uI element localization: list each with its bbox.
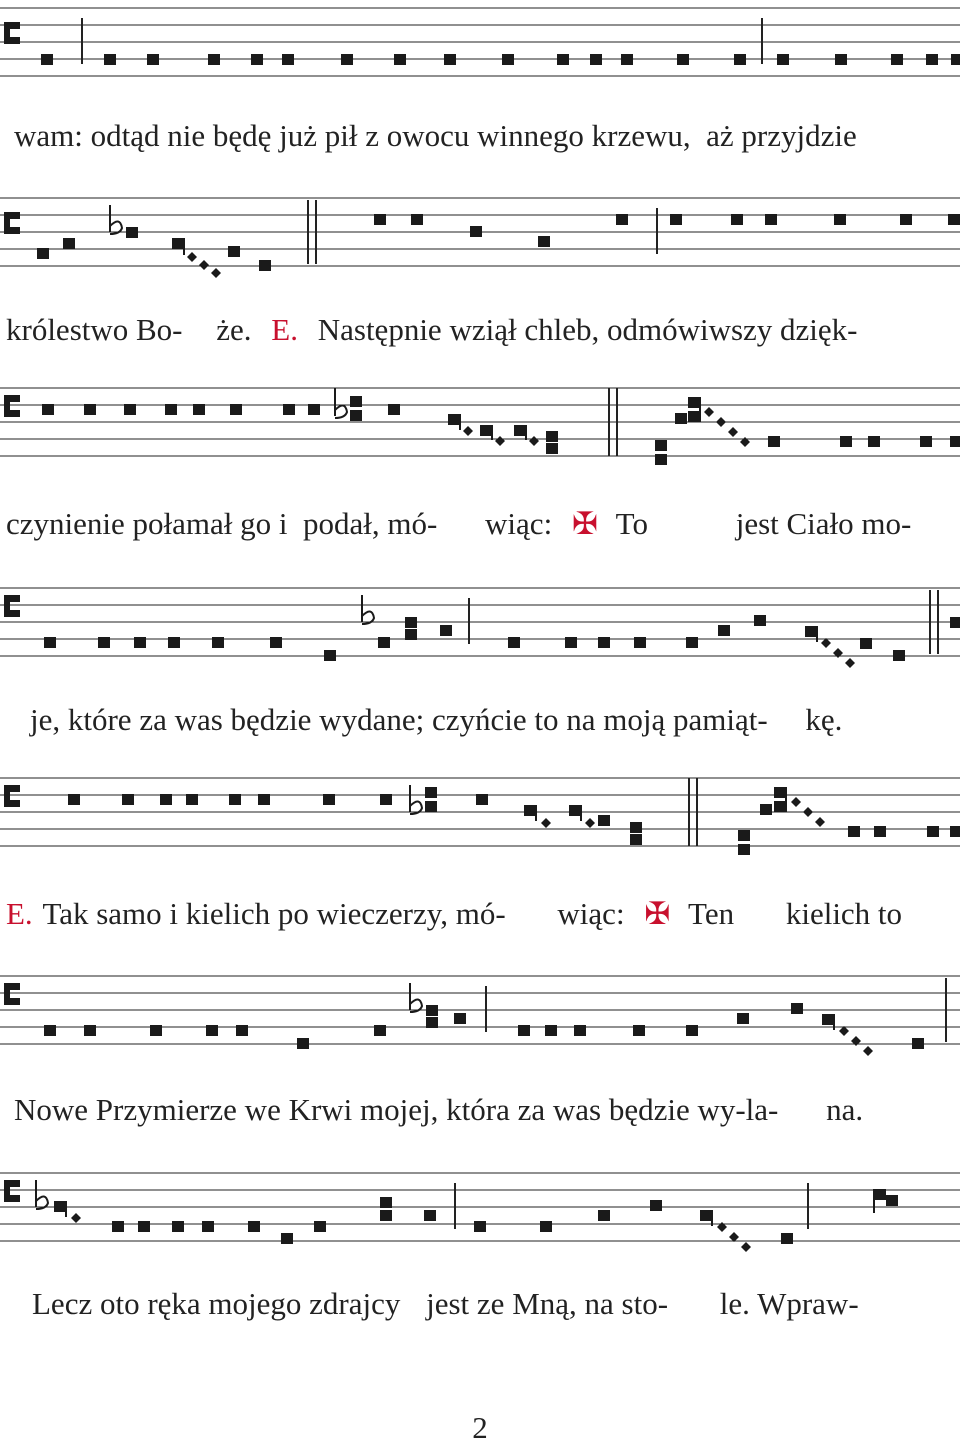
lyric-syllables: królestwo Bo-	[6, 312, 183, 347]
rhombus-icon	[541, 818, 551, 828]
staff-3	[0, 380, 960, 480]
lyric-syllables: czynienie połamał go i podał, mó-	[6, 506, 438, 541]
c-clef-icon	[4, 1180, 20, 1202]
rubric-marker: E.	[6, 896, 33, 931]
rhombus-icon	[728, 427, 738, 437]
rhombus-icon	[529, 436, 539, 446]
lyric-line-7	[32, 1286, 859, 1322]
c-clef-icon	[4, 595, 20, 617]
staff-2	[0, 190, 960, 290]
c-clef-icon	[4, 983, 20, 1005]
staff-4	[0, 580, 960, 680]
lyric-syllables: kielich to	[785, 896, 903, 931]
c-clef-icon	[4, 22, 20, 44]
rhombus-icon	[585, 818, 595, 828]
rhombus-icon	[495, 436, 505, 446]
rhombus-icon	[845, 658, 855, 668]
rhombus-icon	[863, 1046, 873, 1056]
rhombus-icon	[187, 252, 197, 262]
flat-icon	[362, 595, 374, 624]
lyric-syllables: jest Ciało mo-	[735, 506, 912, 541]
c-clef-icon	[4, 785, 20, 807]
lyric-syllables: je, które za was będzie wydane; czyńcie to na moją pamiąt-	[30, 702, 768, 737]
rhombus-icon	[704, 407, 714, 417]
flat-icon	[110, 205, 122, 234]
lyric-syllables: jest ze Mną, na sto-	[426, 1286, 669, 1321]
rhombus-icon	[815, 817, 825, 827]
c-clef-icon	[4, 395, 20, 417]
lyric-syllables: Tak samo i kielich po wieczerzy, mó-	[42, 896, 506, 931]
rhombus-icon	[791, 797, 801, 807]
flat-icon	[335, 388, 347, 418]
lyric-syllables: na.	[826, 1092, 864, 1127]
lyric-syllables: Następnie wziął chleb, odmówiwszy dzięk-	[317, 312, 858, 347]
lyric-line-2	[6, 312, 857, 348]
rhombus-icon	[803, 807, 813, 817]
lyric-syllables: Ten	[688, 896, 735, 931]
lyric-syllables: Nowe Przymierze we Krwi mojej, która za was będzie wy-la-	[14, 1092, 779, 1127]
lyric-syllables: le. Wpraw-	[719, 1286, 859, 1321]
lyric-syllables: wam: odtąd nie będę już pił z owocu winnego krzewu, aż przyjdzie	[14, 118, 857, 153]
staff-6	[0, 968, 960, 1068]
staff-5	[0, 770, 960, 870]
lyric-syllables: że.	[216, 312, 252, 347]
cross-icon: ✠	[644, 896, 671, 931]
flat-icon	[410, 785, 422, 814]
lyric-line-6	[14, 1092, 863, 1128]
rhombus-icon	[211, 268, 221, 278]
lyric-line-3	[6, 506, 911, 542]
rhombus-icon	[71, 1213, 81, 1223]
flat-icon	[36, 1180, 48, 1209]
rhombus-icon	[716, 417, 726, 427]
lyric-syllables: wiąc:	[557, 896, 625, 931]
lyric-syllables: wiąc:	[485, 506, 553, 541]
staff-7	[0, 1165, 960, 1265]
rubric-marker: E.	[271, 312, 298, 347]
lyric-syllables: kę.	[805, 702, 843, 737]
lyric-line-1	[14, 118, 857, 154]
page-number: 2	[472, 1410, 488, 1445]
rhombus-icon	[463, 426, 473, 436]
c-clef-icon	[4, 212, 20, 234]
rhombus-icon	[199, 260, 209, 270]
flat-icon	[410, 983, 422, 1012]
staff-1	[0, 0, 960, 90]
lyric-syllables: To	[615, 506, 648, 541]
lyric-line-4	[30, 702, 842, 738]
lyric-line-5	[6, 896, 902, 932]
rhombus-icon	[741, 1242, 751, 1252]
cross-icon: ✠	[571, 506, 598, 541]
lyric-syllables: Lecz oto ręka mojego zdrajcy	[32, 1286, 401, 1321]
